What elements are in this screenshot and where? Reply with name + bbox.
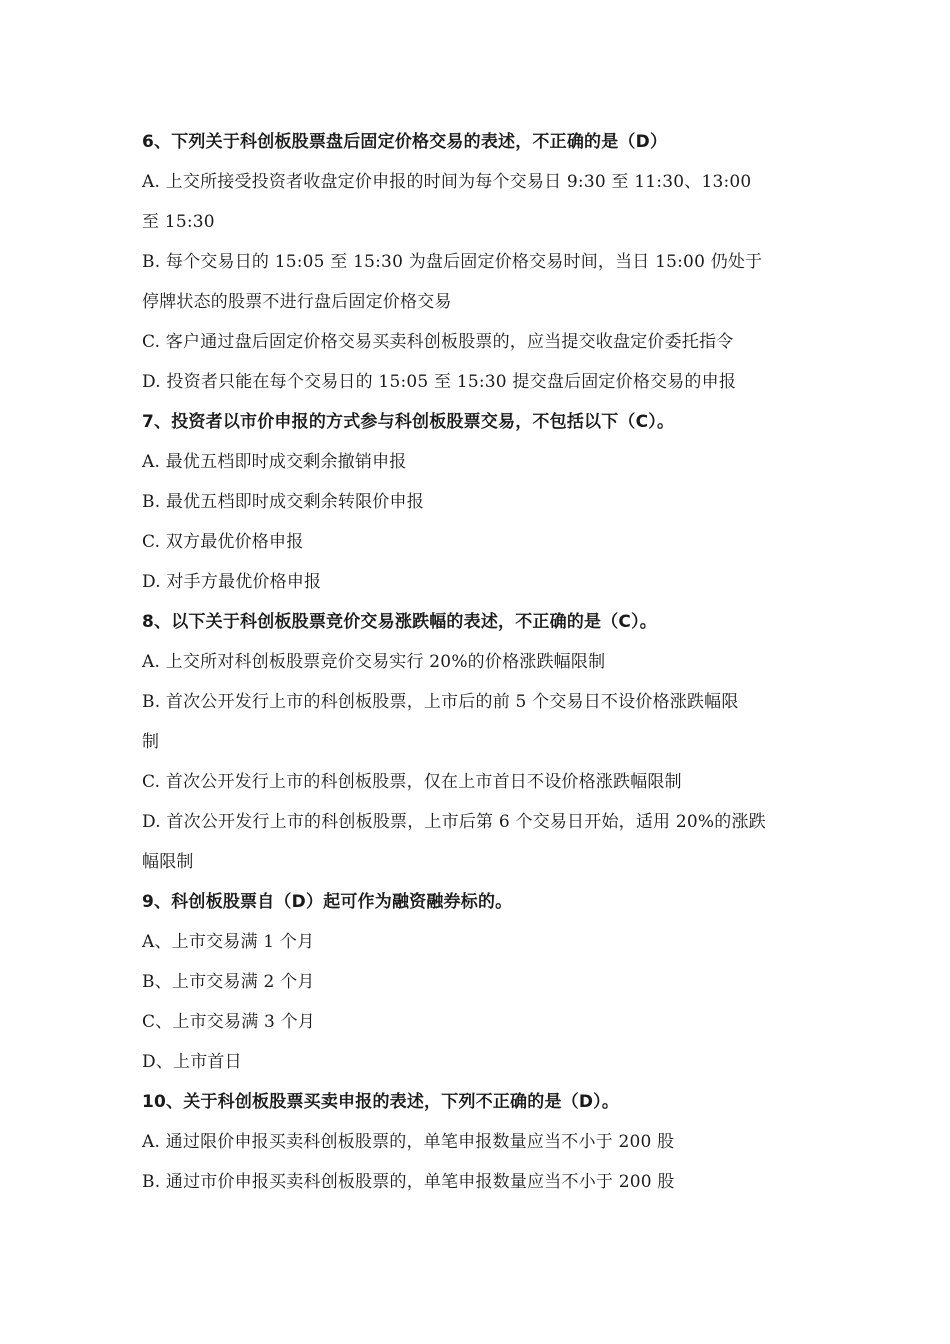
question-6: [142, 122, 822, 402]
question-7: [142, 402, 822, 602]
option-line: D. 投资者只能在每个交易日的 15:05 至 15:30 提交盘后固定价格交易的申报: [142, 372, 737, 392]
option-line: A、上市交易满 1 个月: [142, 932, 315, 952]
question-8: [142, 602, 822, 882]
option-line: A. 通过限价申报买卖科创板股票的，单笔申报数量应当不小于 200 股: [142, 1132, 675, 1152]
option-line: 至 15:30: [142, 212, 215, 232]
option-line: B. 每个交易日的 15:05 至 15:30 为盘后固定价格交易时间，当日 15:00 仍处于: [142, 252, 763, 272]
question-stem: 6、下列关于科创板股票盘后固定价格交易的表述，不正确的是（D）: [142, 132, 668, 152]
option-line: B. 通过市价申报买卖科创板股票的，单笔申报数量应当不小于 200 股: [142, 1172, 675, 1192]
option-line: A. 上交所接受投资者收盘定价申报的时间为每个交易日 9:30 至 11:30、13:00: [142, 172, 752, 192]
question-stem: 7、投资者以市价申报的方式参与科创板股票交易，不包括以下（C）。: [142, 412, 675, 432]
question-stem: 9、科创板股票自（D）起可作为融资融券标的。: [142, 892, 513, 912]
option-line: C. 首次公开发行上市的科创板股票，仅在上市首日不设价格涨跌幅限制: [142, 772, 682, 792]
option-line: D、上市首日: [142, 1052, 242, 1072]
option-line: D. 首次公开发行上市的科创板股票，上市后第 6 个交易日开始，适用 20%的涨跌: [142, 812, 766, 832]
question-stem: 8、以下关于科创板股票竞价交易涨跌幅的表述，不正确的是（C）。: [142, 612, 658, 632]
question-9: [142, 882, 822, 1082]
question-stem: 10、关于科创板股票买卖申报的表述，下列不正确的是（D）。: [142, 1092, 620, 1112]
option-line: 制: [142, 732, 160, 752]
option-line: C、上市交易满 3 个月: [142, 1012, 316, 1032]
option-line: 停牌状态的股票不进行盘后固定价格交易: [142, 292, 452, 312]
option-line: B. 最优五档即时成交剩余转限价申报: [142, 492, 424, 512]
question-10: [142, 1082, 822, 1202]
option-line: B、上市交易满 2 个月: [142, 972, 315, 992]
option-line: C. 双方最优价格申报: [142, 532, 304, 552]
option-line: B. 首次公开发行上市的科创板股票，上市后的前 5 个交易日不设价格涨跌幅限: [142, 692, 739, 712]
option-line: 幅限制: [142, 852, 194, 872]
option-line: A. 最优五档即时成交剩余撤销申报: [142, 452, 407, 472]
option-line: D. 对手方最优价格申报: [142, 572, 322, 592]
option-line: C. 客户通过盘后固定价格交易买卖科创板股票的，应当提交收盘定价委托指令: [142, 332, 734, 352]
document-page: [142, 122, 822, 1202]
option-line: A. 上交所对科创板股票竞价交易实行 20%的价格涨跌幅限制: [142, 652, 606, 672]
